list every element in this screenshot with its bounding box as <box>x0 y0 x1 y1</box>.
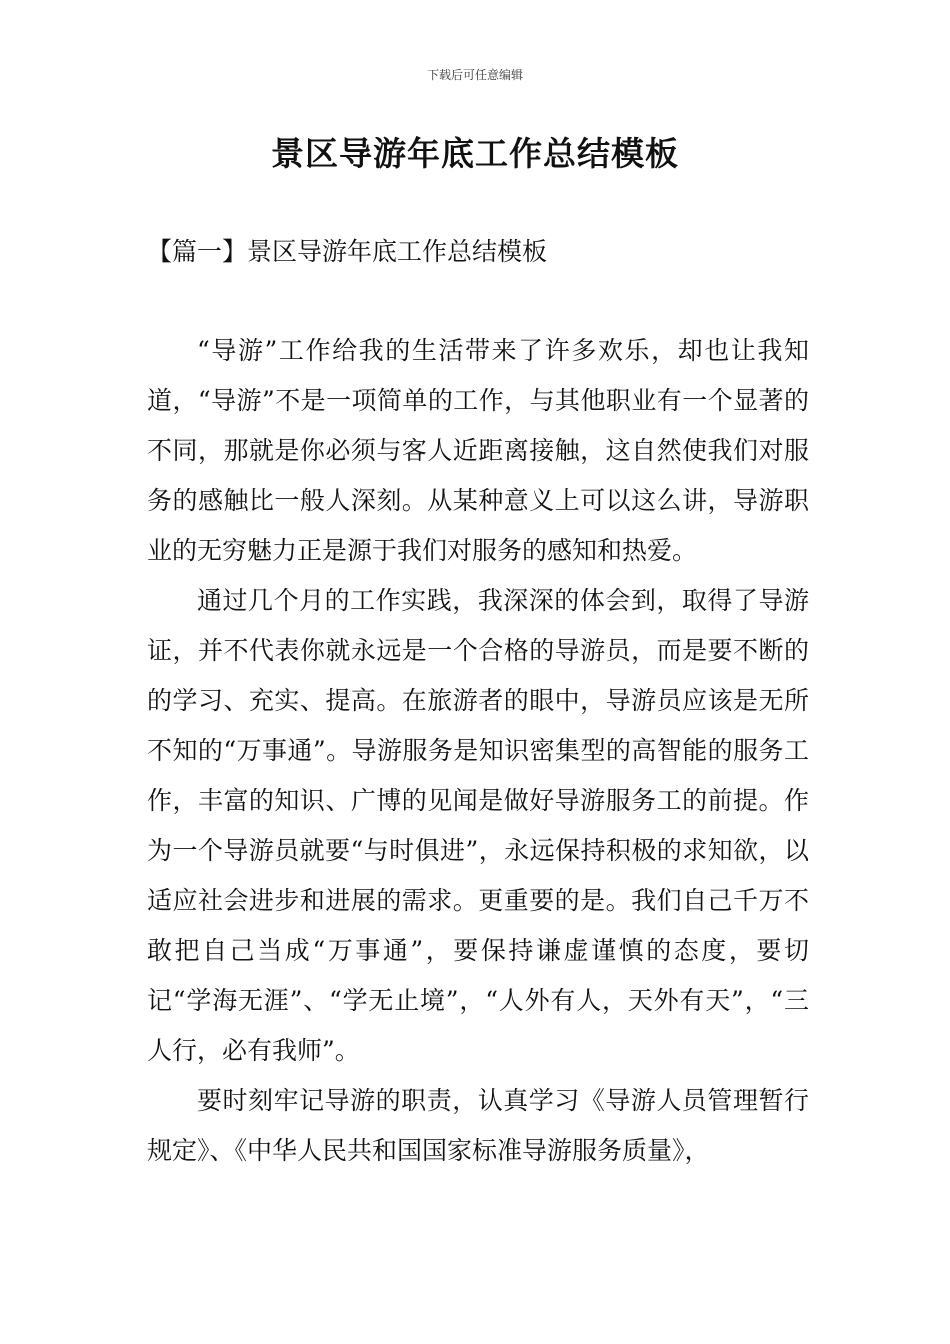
paragraph-3: 要时刻牢记导游的职责，认真学习《导游人员管理暂行规定》、《中华人民共和国国家标准导游服务质量》， <box>147 1086 809 1165</box>
section-title: 【篇一】景区导游年底工作总结模板 <box>147 237 548 266</box>
document-body <box>147 326 809 1176</box>
header-note: 下载后可任意编辑 <box>426 68 523 82</box>
paragraph-1: “导游”工作给我的生活带来了许多欢乐，却也让我知道，“导游”不是一项简单的工作，与其他职业有一个显著的不同，那就是你必须与客人近距离接触，这自然使我们对服务的感触比一般人深刻。从某种意义上可以这么讲，导游职业的无穷魅力正是源于我们对服务的感知和热爱。 <box>147 336 809 565</box>
paragraph-2: 通过几个月的工作实践，我深深的体会到，取得了导游证，并不代表你就永远是一个合格的导游员，而是要不断的的学习、充实、提高。在旅游者的眼中，导游员应该是无所不知的“万事通”。导游服务是知识密集型的高智能的服务工作，丰富的知识、广博的见闻是做好导游服务工的前提。作为一个导游员就要“与时俱进”，永远保持积极的求知欲，以适应社会进步和进展的需求。更重要的是。我们自己千万不敢把自己当成“万事通”，要保持谦虚谨慎的态度，要切记“学海无涯”、“学无止境”，“人外有人，天外有天”，“三人行，必有我师”。 <box>147 586 809 1065</box>
document-title: 景区导游年底工作总结模板 <box>271 134 679 173</box>
